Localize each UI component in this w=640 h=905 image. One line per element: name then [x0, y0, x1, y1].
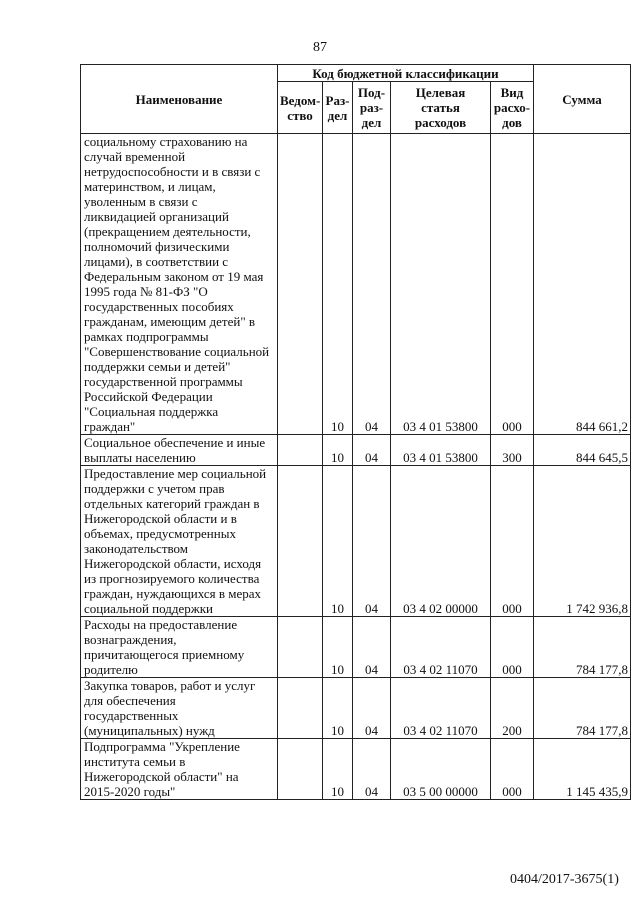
row-type: 000	[491, 739, 534, 800]
row-name: Предоставление мер социальной поддержки с учетом прав отдельных категорий граждан в Нижегородской области и в объемах, предусмотренных законодательством Нижегородской области, исходя из прогнозируемого количества граждан, нуждающихся в мерах социальной поддержки	[81, 466, 278, 617]
table-row	[81, 678, 631, 739]
row-target: 03 5 00 00000	[391, 739, 491, 800]
header-amount: Сумма	[534, 65, 631, 134]
row-amount: 844 645,5	[534, 435, 631, 466]
row-section: 10	[323, 134, 353, 435]
row-department	[278, 466, 323, 617]
row-target: 03 4 02 00000	[391, 466, 491, 617]
row-section: 10	[323, 617, 353, 678]
row-target: 03 4 01 53800	[391, 435, 491, 466]
row-section: 10	[323, 678, 353, 739]
row-type: 200	[491, 678, 534, 739]
table-row	[81, 134, 631, 435]
row-department	[278, 134, 323, 435]
row-name: социальному страхованию на случай временной нетрудоспособности и в связи с материнством, и лицам, уволенным в связи с ликвидацией организаций (прекращением деятельности, полномочий физическими лицами), в соответствии с Федеральным законом от 19 мая 1995 года № 81-ФЗ "О государственных пособиях гражданам, имеющим детей" в рамках подпрограммы "Совершенствование социальной поддержки семьи и детей" государственной программы Российской Федерации "Социальная поддержка граждан"	[81, 134, 278, 435]
table-row	[81, 466, 631, 617]
header-department: Ведом- ство	[278, 82, 323, 134]
row-name: Подпрограмма "Укрепление института семьи в Нижегородской области" на 2015-2020 годы"	[81, 739, 278, 800]
row-department	[278, 739, 323, 800]
header-target-item: Целевая статья расходов	[391, 82, 491, 134]
row-subsection: 04	[353, 466, 391, 617]
row-amount: 784 177,8	[534, 617, 631, 678]
row-subsection: 04	[353, 739, 391, 800]
row-section: 10	[323, 466, 353, 617]
header-name: Наименование	[81, 65, 278, 134]
row-subsection: 04	[353, 678, 391, 739]
table-row	[81, 435, 631, 466]
row-department	[278, 435, 323, 466]
row-name: Расходы на предоставление вознаграждения, причитающегося приемному родителю	[81, 617, 278, 678]
row-department	[278, 678, 323, 739]
row-amount: 844 661,2	[534, 134, 631, 435]
table-row	[81, 617, 631, 678]
row-target: 03 4 02 11070	[391, 617, 491, 678]
header-code-group: Код бюджетной классификации	[278, 65, 534, 82]
row-section: 10	[323, 435, 353, 466]
row-department	[278, 617, 323, 678]
row-name: Закупка товаров, работ и услуг для обеспечения государственных (муниципальных) нужд	[81, 678, 278, 739]
row-amount: 1 145 435,9	[534, 739, 631, 800]
row-amount: 1 742 936,8	[534, 466, 631, 617]
page-number: 87	[313, 40, 327, 55]
row-subsection: 04	[353, 435, 391, 466]
row-subsection: 04	[353, 617, 391, 678]
row-type: 000	[491, 134, 534, 435]
header-subsection: Под- раз- дел	[353, 82, 391, 134]
row-target: 03 4 02 11070	[391, 678, 491, 739]
row-subsection: 04	[353, 134, 391, 435]
document-code: 0404/2017-3675(1)	[510, 872, 619, 887]
budget-table	[80, 64, 631, 800]
row-section: 10	[323, 739, 353, 800]
table-header	[81, 65, 631, 134]
row-amount: 784 177,8	[534, 678, 631, 739]
row-type: 300	[491, 435, 534, 466]
row-name: Социальное обеспечение и иные выплаты населению	[81, 435, 278, 466]
row-type: 000	[491, 617, 534, 678]
header-expense-type: Вид расхо- дов	[491, 82, 534, 134]
row-target: 03 4 01 53800	[391, 134, 491, 435]
header-section: Раз- дел	[323, 82, 353, 134]
row-type: 000	[491, 466, 534, 617]
table-row	[81, 739, 631, 800]
